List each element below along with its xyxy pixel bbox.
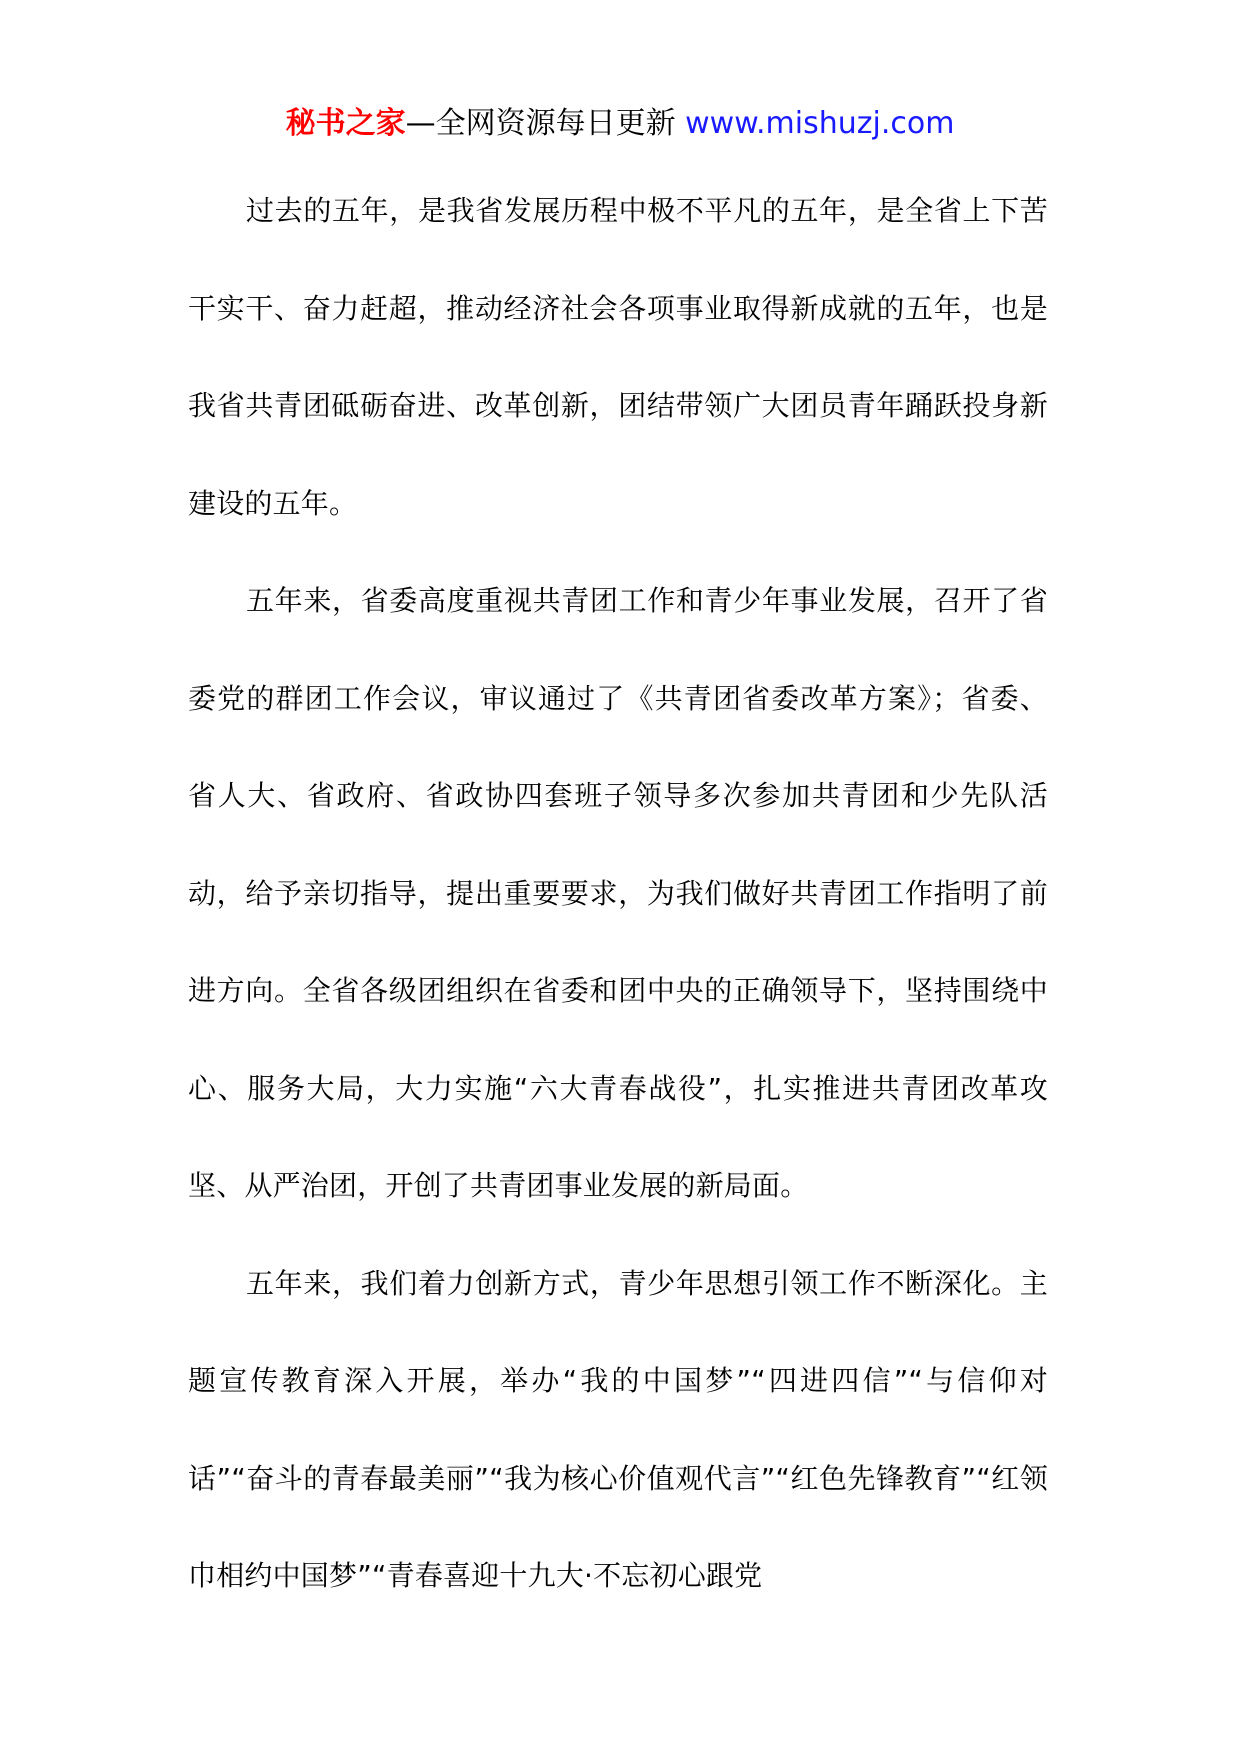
header-tagline: —全网资源每日更新 [405,106,686,141]
paragraph: 五年来，省委高度重视共青团工作和青少年事业发展，召开了省委党的群团工作会议，审议通过了《共青团省委改革方案》；省委、省人大、省政府、省政协四套班子领导多次参加共青团和少先队活动，给予亲切指导，提出重要要求，为我们做好共青团工作指明了前进方向。全省各级团组织在省委和团中央的正确领导下，坚持围绕中心、服务大局，大力实施“六大青春战役”，扎实推进共青团改革攻坚、从严治团，开创了共青团事业发展的新局面。 [188,584,1048,1202]
brand-name: 秘书之家 [285,106,406,141]
paragraph: 过去的五年，是我省发展历程中极不平凡的五年，是全省上下苦干实干、奋力赶超，推动经济社会各项事业取得新成就的五年，也是我省共青团砥砺奋进、改革创新，团结带领广大团员青年踊跃投身新建设的五年。 [188,194,1048,520]
website-link[interactable]: www.mishuzj.com [685,106,955,141]
document-body [188,162,1048,1625]
page-header [0,102,1240,146]
paragraph: 五年来，我们着力创新方式，青少年思想引领工作不断深化。主题宣传教育深入开展，举办“我的中国梦”“四进四信”“与信仰对话”“奋斗的青春最美丽”“我为核心价值观代言”“红色先锋教育”“红领巾相约中国梦”“青春喜迎十九大·不忘初心跟党 [188,1266,1048,1592]
